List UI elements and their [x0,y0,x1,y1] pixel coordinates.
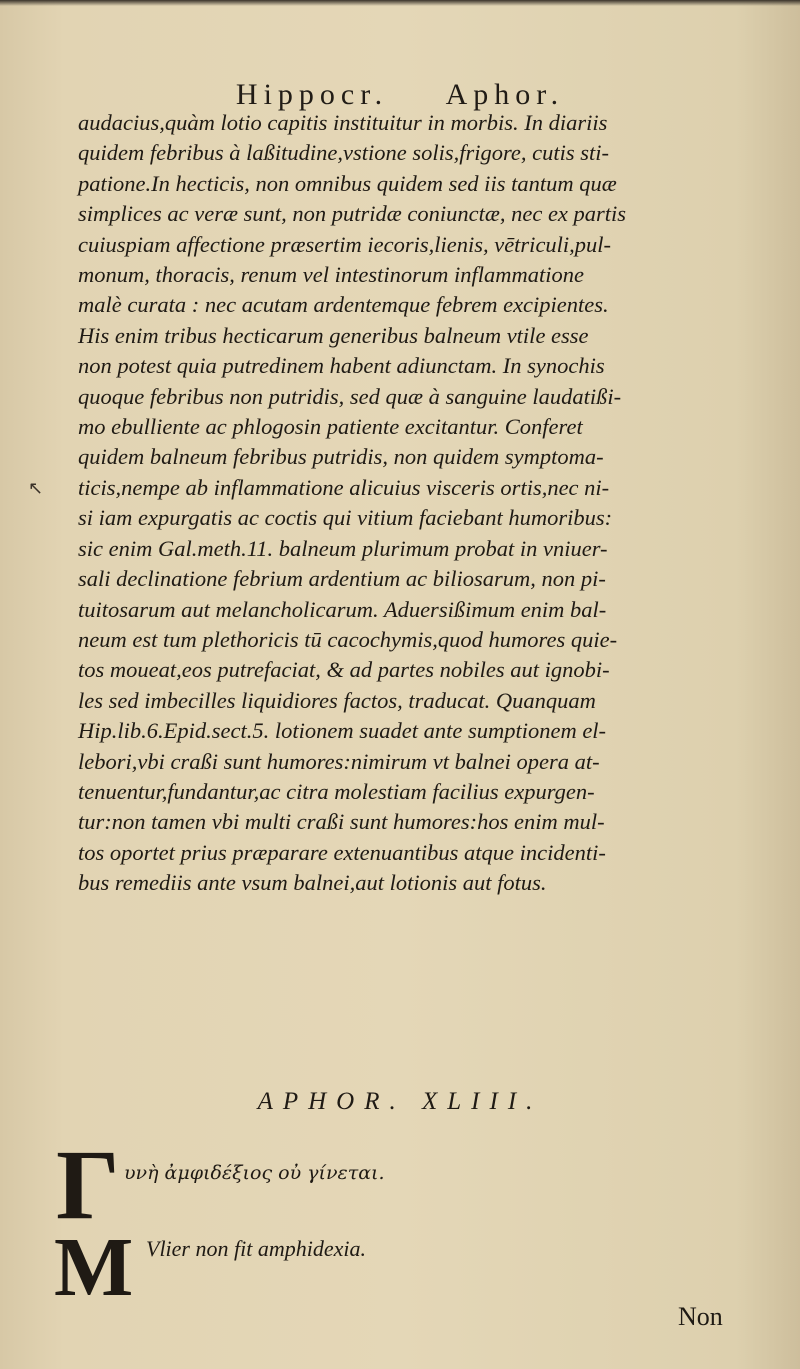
text-line: lebori,vbi craßi sunt humores:nimirum vt balnei opera at- [78,748,600,774]
text-line: si iam expurgatis ac coctis qui vitium faciebant humoribus: [78,505,613,531]
page-top-shadow [0,0,800,6]
text-line: tos oportet prius præparare extenuantibus atque incidenti- [78,839,606,865]
text-line: les sed imbecilles liquidiores factos, traducat. Quanquam [78,687,596,713]
text-line: tos moueat,eos putrefaciat, & ad partes nobiles aut ignobi- [78,657,610,683]
aphorism-heading: APHOR. XLIII. [257,1088,543,1115]
text-line: Hip.lib.6.Epid.sect.5. lotionem suadet ante sumptionem el- [78,718,607,744]
latin-aphorism-text: Vlier non fit amphidexia. [146,1236,366,1261]
text-line: ticis,nempe ab inflammatione alicuius visceris ortis,nec ni- [78,474,610,500]
text-line: quidem febribus à laßitudine,vstione solis,frigore, cutis sti- [78,140,610,166]
text-line: non potest quia putredinem habent adiunctam. In synochis [78,353,605,379]
running-head [0,78,800,112]
text-line: quoque febribus non putridis, sed quæ à sanguine laudatißi- [78,383,622,409]
text-line: His enim tribus hecticarum generibus balneum vtile esse [78,322,589,348]
greek-aphorism-text: υνὴ ἀμφιδέξιος οὐ γίνεται. [124,1162,385,1184]
text-line: cuiuspiam affectione præsertim iecoris,lienis, vētriculi,pul- [78,231,612,257]
running-head-right: Aphor. [445,78,565,111]
text-line: monum, thoracis, renum vel intestinorum inflammatione [78,262,584,288]
text-line: sali declinatione febrium ardentium ac biliosarum, non pi- [78,566,606,592]
margin-mark: ↖ [28,478,44,499]
text-line: quidem balneum febribus putridis, non quidem symptoma- [78,444,604,470]
catchword: Non [678,1302,723,1331]
text-line: tenuentur,fundantur,ac citra molestiam facilius expurgen- [78,778,595,804]
text-line: tur:non tamen vbi multi craßi sunt humores:hos enim mul- [78,809,605,835]
running-head-left: Hippocr. [235,78,389,111]
text-line: mo ebulliente ac phlogosin patiente excitantur. Conferet [78,414,583,440]
commentary-text [78,108,768,899]
greek-drop-capital: Γ [56,1129,120,1240]
text-line: patione.In hecticis, non omnibus quidem sed iis tantum quæ [78,170,617,196]
text-line: simplices ac veræ sunt, non putridæ coniunctæ, nec ex partis [78,201,627,227]
text-line: malè curata : nec acutam ardentemque febrem excipientes. [78,292,609,318]
latin-drop-capital: M [54,1221,134,1314]
text-line: sic enim Gal.meth.11. balneum plurimum probat in vniuer- [78,535,608,561]
text-line: tuitosarum aut melancholicarum. Aduersißimum enim bal- [78,596,607,622]
text-line: neum est tum plethoricis tū cacochymis,quod humores quie- [78,626,618,652]
text-line: audacius,quàm lotio capitis instituitur in morbis. In diariis [78,110,608,135]
text-line: bus remediis ante vsum balnei,aut lotionis aut fotus. [78,870,547,896]
